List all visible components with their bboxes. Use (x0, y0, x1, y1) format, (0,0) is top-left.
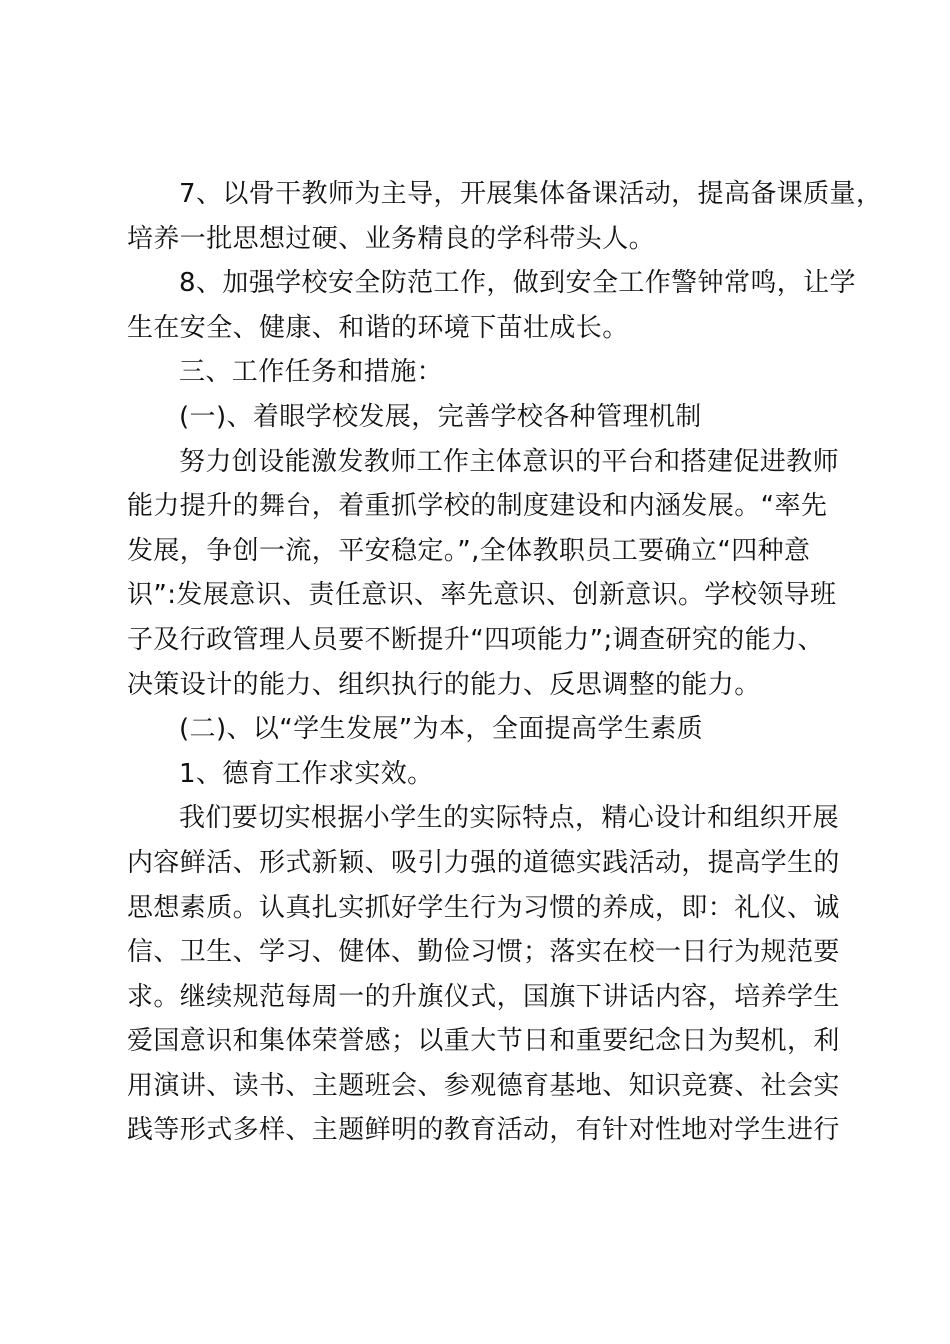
moral-education-line-5: 求。继续规范每周一的升旗仪式，国旗下讲话内容，培养学生 (127, 981, 840, 1012)
moral-education-line-1: 我们要切实根据小学生的实际特点，精心设计和组织开展 (179, 803, 840, 834)
moral-education-line-7: 用演讲、读书、主题班会、参观德育基地、知识竞赛、社会实 (127, 1070, 840, 1101)
document-body (127, 172, 883, 1153)
management-paragraph-line-2: 能力提升的舞台，着重抓学校的制度建设和内涵发展。“率先 (127, 491, 828, 522)
moral-education-line-6: 爱国意识和集体荣誉感；以重大节日和重要纪念日为契机，利 (127, 1026, 840, 1057)
moral-education-line-2: 内容鲜活、形式新颖、吸引力强的道德实践活动，提高学生的 (127, 847, 840, 878)
paragraph-7-line-2: 培养一批思想过硬、业务精良的学科带头人。 (127, 223, 656, 254)
management-paragraph-line-5: 子及行政管理人员要不断提升“四项能力”;调查研究的能力、 (127, 624, 824, 655)
moral-education-line-3: 思想素质。认真扎实抓好学生行为习惯的养成，即：礼仪、诚 (127, 892, 840, 923)
paragraph-7-line-1: 7、以骨干教师为主导，开展集体备课活动，提高备课质量， (179, 179, 883, 209)
moral-education-line-8: 践等形式多样、主题鲜明的教育活动，有针对性地对学生进行 (127, 1115, 840, 1146)
subsection-heading-1: (一)、着眼学校发展，完善学校各种管理机制 (179, 401, 702, 432)
paragraph-8-line-2: 生在安全、健康、和谐的环境下苗壮成长。 (127, 312, 629, 343)
management-paragraph-line-1: 努力创设能激发教师工作主体意识的平台和搭建促进教师 (179, 446, 840, 477)
management-paragraph-line-6: 决策设计的能力、组织执行的能力、反思调整的能力。 (127, 669, 761, 700)
subsection-heading-2: (二)、以“学生发展”为本，全面提高学生素质 (179, 714, 704, 745)
management-paragraph-line-3: 发展，争创一流，平安稳定。”,全体教职员工要确立“四种意 (127, 535, 811, 566)
management-paragraph-line-4: 识”:发展意识、责任意识、率先意识、创新意识。学校领导班 (127, 580, 837, 611)
item-heading-1: 1、德育工作求实效。 (179, 758, 434, 789)
moral-education-line-4: 信、卫生、学习、健体、勤俭习惯；落实在校一日行为规范要 (127, 937, 840, 968)
paragraph-8-line-1: 8、加强学校安全防范工作，做到安全工作警钟常鸣，让学 (179, 268, 856, 299)
section-heading-3: 三、工作任务和措施： (179, 357, 444, 388)
